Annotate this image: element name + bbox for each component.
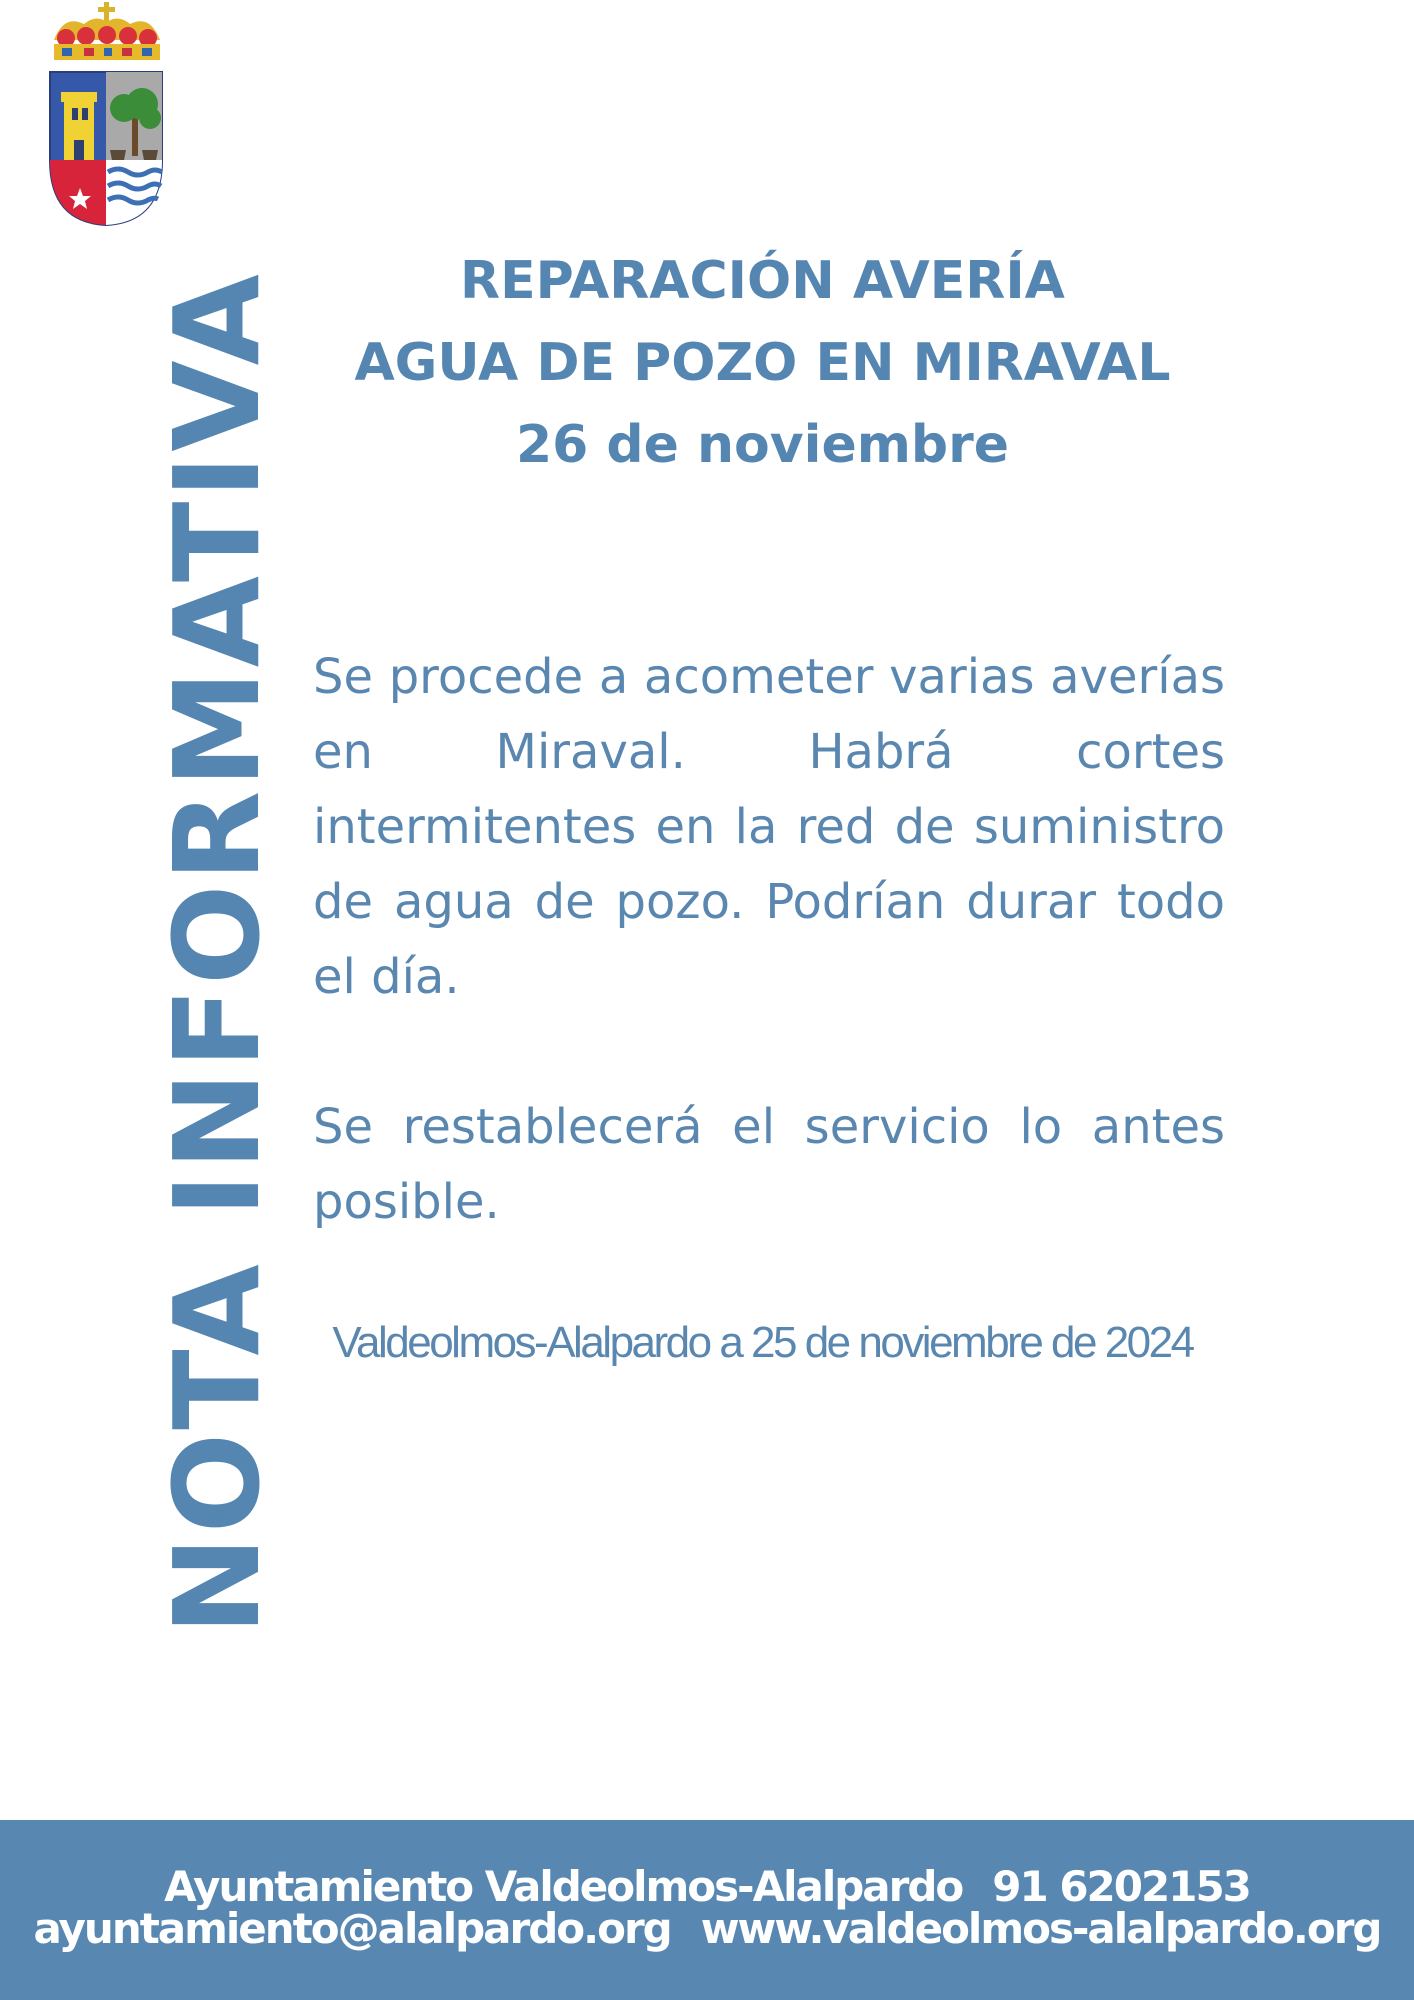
footer-website[interactable]: www.valdeolmos-alalpardo.org [700,1904,1381,1953]
heading-date: 26 de noviembre [515,415,1010,475]
body-paragraph-1: Se procede a acometer varias averías en Miraval. Habrá cortes intermitentes en la red de suministro de agua de pozo. Podrían durar todo el día. [313,649,1225,1005]
side-title: NOTA INFORMATIVA [148,271,286,1635]
footer-web-line [0,1904,1414,1953]
coat-of-arms-icon [44,0,170,230]
heading-line-1: REPARACIÓN AVERÍA [460,251,1065,311]
body-paragraph-2: Se restablecerá el servicio lo antes posible. [313,1099,1225,1230]
place-and-date: Valdeolmos-Alalpardo a 25 de noviembre de 2024 [332,1318,1193,1367]
footer-phone[interactable]: 91 6202153 [992,1862,1250,1911]
notice-heading [270,240,1255,486]
footer-bar [0,1820,1414,2000]
footer-email[interactable]: ayuntamiento@alalpardo.org [33,1904,671,1953]
heading-line-2: AGUA DE POZO EN MIRAVAL [354,333,1171,393]
notice-body [313,640,1225,1240]
footer-org-name: Ayuntamiento Valdeolmos-Alalpardo [164,1862,963,1911]
